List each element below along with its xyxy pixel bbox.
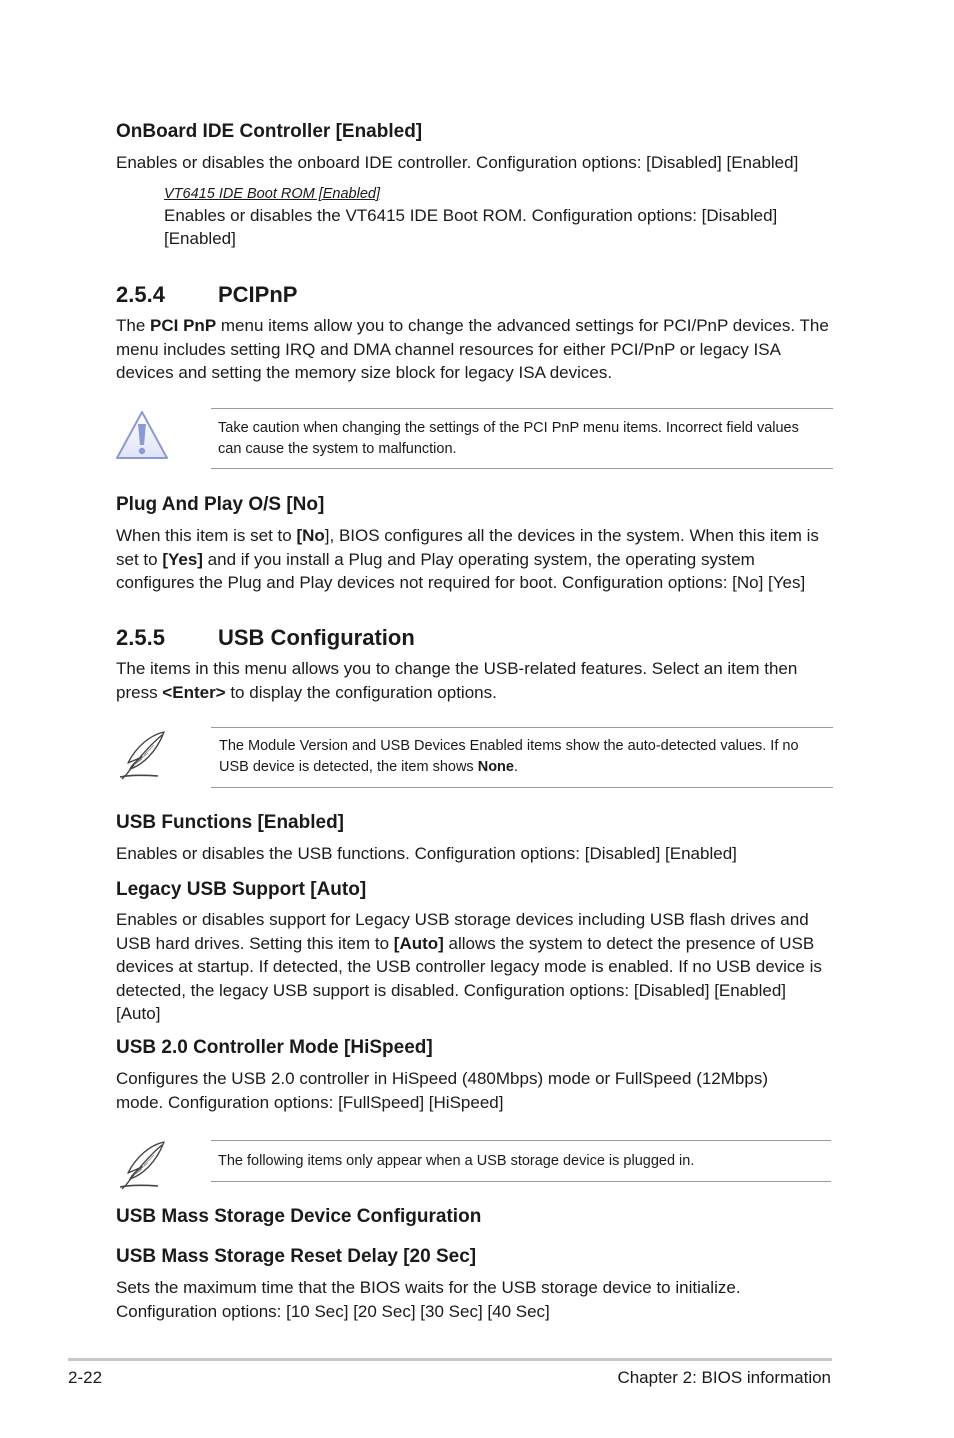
feather-pen-icon <box>114 1139 170 1196</box>
plug-and-play-heading: Plug And Play O/S [No] <box>116 494 325 515</box>
caution-line-2: can cause the system to malfunction. <box>218 441 457 457</box>
usb-functions-body: Enables or disables the USB functions. Configuration options: [Disabled] [Enabled] <box>116 844 737 863</box>
legacy-usb-heading: Legacy USB Support [Auto] <box>116 879 367 900</box>
usb-intro: The items in this menu allows you to change the USB-related features. Select an item then press <Enter> to display the configuration options. <box>116 659 798 702</box>
chapter-label: Chapter 2: BIOS information <box>617 1368 831 1387</box>
footer-rule <box>68 1358 832 1361</box>
section-title: PCIPnP <box>218 282 298 307</box>
legacy-usb-body: Enables or disables support for Legacy USB storage devices including USB flash drives and USB hard drives. Setting this item to [Auto] allows the system to detect the presence of USB devices at startup. If detected, the USB controller legacy mode is enabled. If no USB device is detected, the legacy USB support is disabled. Configuration options: [Disabled] [Enabled] [Auto] <box>116 910 822 1023</box>
plug-and-play-body: When this item is set to [No], BIOS configures all the devices in the system. When this item is set to [Yes] and if you install a Plug and Play operating system, the operating system configures the Plug and Play devices not required for boot. Configuration options: [No] [Yes] <box>116 526 819 592</box>
vt6415-heading: VT6415 IDE Boot ROM [Enabled] <box>164 186 380 202</box>
section-number: 2.5.4 <box>116 282 165 307</box>
feather-pen-icon <box>114 729 170 786</box>
section-title: USB Configuration <box>218 625 415 650</box>
note-2-text: The following items only appear when a USB storage device is plugged in. <box>218 1153 695 1169</box>
usb-mass-storage-reset-delay-body: Sets the maximum time that the BIOS waits for the USB storage device to initialize. Configuration options: [10 Sec] [20 Sec] [30 Sec] [40 Sec] <box>116 1278 741 1321</box>
usb-controller-mode-heading: USB 2.0 Controller Mode [HiSpeed] <box>116 1037 433 1058</box>
note-1-line-2: USB device is detected, the item shows None. <box>219 759 518 775</box>
usb-controller-mode-body: Configures the USB 2.0 controller in HiSpeed (480Mbps) mode or FullSpeed (12Mbps) mode. Configuration options: [FullSpeed] [HiSpeed] <box>116 1069 768 1112</box>
vt6415-body-line1: Enables or disables the VT6415 IDE Boot ROM. Configuration options: [Disabled] <box>164 206 778 225</box>
usb-mass-storage-reset-delay-heading: USB Mass Storage Reset Delay [20 Sec] <box>116 1246 477 1267</box>
pcipnp-intro: The PCI PnP menu items allow you to change the advanced settings for PCI/PnP devices. The menu includes setting IRQ and DMA channel resources for either PCI/PnP or legacy ISA devices and setting the memory size block for legacy ISA devices. <box>116 316 829 382</box>
warning-triangle-icon <box>114 409 170 466</box>
onboard-ide-heading: OnBoard IDE Controller [Enabled] <box>116 121 423 142</box>
section-pcipnp-title <box>116 281 297 309</box>
page-number: 2-22 <box>68 1368 103 1387</box>
note-1-line-1: The Module Version and USB Devices Enabled items show the auto-detected values. If no <box>219 738 799 754</box>
section-usb-title <box>116 624 415 652</box>
vt6415-body-line2: [Enabled] <box>164 229 236 248</box>
section-number: 2.5.5 <box>116 625 165 650</box>
caution-line-1: Take caution when changing the settings of the PCI PnP menu items. Incorrect field values <box>218 420 799 436</box>
usb-mass-storage-config-heading: USB Mass Storage Device Configuration <box>116 1206 482 1227</box>
onboard-ide-body: Enables or disables the onboard IDE controller. Configuration options: [Disabled] [Enabled] <box>116 153 799 172</box>
usb-functions-heading: USB Functions [Enabled] <box>116 812 344 833</box>
